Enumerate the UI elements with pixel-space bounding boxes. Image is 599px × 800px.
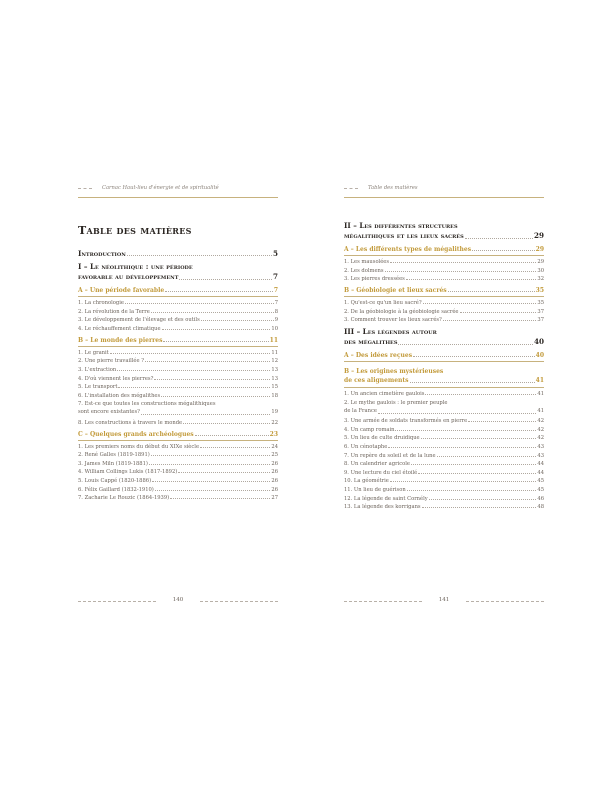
toc-page-number: 9 (274, 317, 278, 324)
toc-entry-label: 3. L'extraction (78, 366, 117, 373)
toc-entry-label: 1. Les premiers noms du début du XIXe siècle (78, 443, 200, 450)
toc-page-number: 15 (271, 384, 278, 391)
dot-leader (395, 430, 536, 431)
dot-leader (390, 262, 536, 263)
dot-leader (406, 279, 537, 280)
toc-entry-row (78, 409, 278, 417)
header-text: Table des matières (368, 185, 418, 191)
toc-entry-row (78, 461, 278, 467)
toc-page-number: 26 (271, 477, 278, 484)
toc-entry-row (78, 444, 278, 450)
toc-page-number: 8 (274, 308, 278, 315)
dot-leader (170, 498, 270, 499)
toc-entry (344, 478, 544, 484)
toc-entry (78, 300, 278, 306)
dot-leader (183, 423, 270, 424)
toc-entry-row (344, 496, 544, 502)
dot-leader (385, 271, 537, 272)
toc-entry-row (344, 287, 544, 294)
dot-leader (141, 414, 270, 415)
header-ornament (344, 188, 358, 189)
toc-entry-label: 3. James Miln (1819-1881) (78, 460, 148, 467)
toc-entry-row (78, 495, 278, 501)
toc-entry-label-line2: des mégalithes (344, 337, 398, 347)
toc-page-number: 35 (537, 300, 544, 307)
toc-entry (344, 300, 544, 306)
section-rule (344, 361, 544, 362)
toc-entry-label: Introduction (78, 249, 126, 258)
toc-entry-label: 3. Les pierres dressées (344, 276, 405, 283)
dot-leader (178, 472, 270, 473)
toc-entry (78, 376, 278, 382)
toc-entry (344, 435, 544, 441)
toc-entry-row (78, 393, 278, 399)
toc-entry-row (78, 478, 278, 484)
toc-entry (344, 444, 544, 450)
toc-entry-label: 4. Un camp romain (344, 426, 395, 433)
toc-page-number: 32 (537, 276, 544, 283)
toc-entry-row (344, 427, 544, 433)
toc-entry-row (344, 276, 544, 282)
toc-entry (344, 352, 544, 359)
toc-entry-label: 5. Un lieu de culte druidique (344, 435, 420, 442)
dot-leader (443, 320, 537, 321)
toc-entry-label: 4. Le réchauffement climatique (78, 325, 161, 332)
dot-leader (378, 413, 536, 414)
header-ornament (78, 188, 92, 189)
toc-entry-row (344, 268, 544, 274)
toc-entry-row (344, 408, 544, 416)
dot-leader (195, 435, 269, 436)
toc-entry-row (78, 287, 278, 294)
toc-page-number: 45 (537, 478, 544, 485)
toc-entry-row (78, 272, 278, 282)
toc-page-number: 37 (537, 308, 544, 315)
running-header (78, 185, 278, 199)
toc-entry (344, 391, 544, 397)
dot-leader (151, 312, 274, 313)
toc-entry (78, 262, 278, 282)
toc-entry-label: C – Quelques grands archéologues (78, 430, 194, 438)
dot-leader (423, 303, 537, 304)
toc-entry-label: 2. Les dolmens (344, 267, 384, 274)
toc-entry-row (344, 418, 544, 424)
toc-entry-label: 10. La géométrie (344, 478, 389, 485)
section-rule (344, 387, 544, 388)
toc-entry (344, 259, 544, 265)
toc-entry-row (344, 487, 544, 493)
toc-entry-row (344, 231, 544, 241)
toc-entry (78, 461, 278, 467)
dot-leader (154, 379, 270, 380)
toc-page-number: 11 (269, 336, 278, 344)
toc-entry-row (78, 469, 278, 475)
toc-entry-label-line2: sont encore existantes? (78, 409, 140, 416)
dot-leader (472, 250, 535, 251)
toc-entry-label: 8. Un calendrier agricole (344, 461, 410, 468)
footer-ornament (466, 601, 544, 602)
dot-leader (125, 303, 274, 304)
toc-page-number: 5 (272, 249, 278, 258)
toc-page-number: 12 (271, 358, 278, 365)
toc-entry (344, 461, 544, 467)
toc-entry-label: A – Une période favorable (78, 287, 165, 294)
toc-entry (78, 358, 278, 364)
toc-page-number: 42 (537, 426, 544, 433)
toc-entry-row (78, 384, 278, 390)
dot-leader (179, 279, 272, 280)
toc-entry (344, 309, 544, 315)
toc-page-number: 24 (271, 443, 278, 450)
toc-entry-row (344, 391, 544, 397)
toc-page-number: 26 (271, 486, 278, 493)
dot-leader (145, 361, 270, 362)
toc-page-number: 35 (535, 287, 544, 295)
header-rule (344, 197, 544, 198)
toc-entry-label: B – Géobiologie et lieux sacrés (344, 287, 447, 295)
toc-entry-label: 2. René Galles (1819-1891) (78, 452, 150, 459)
toc-entry-label: 1. La chronologie (78, 300, 124, 306)
footer-ornament (200, 601, 278, 602)
running-header (344, 185, 544, 199)
toc-entry (78, 487, 278, 493)
toc-entry (344, 327, 544, 347)
toc-entry-row (344, 461, 544, 467)
toc-page-number: 23 (269, 430, 278, 438)
toc-page-number: 37 (537, 317, 544, 324)
toc-entry-label: 4. William Collings Lukis (1817-1892) (78, 469, 178, 476)
toc-entry-row (344, 317, 544, 323)
toc-entry-label-line1: I – Le néolithique : une période (78, 262, 193, 271)
dot-leader (390, 481, 537, 482)
toc-entry (78, 452, 278, 458)
toc-entry-label: 7. Un repère du soleil et de la lune (344, 452, 436, 459)
dot-leader (152, 481, 270, 482)
left-footer (78, 597, 278, 607)
toc-entry-row (78, 367, 278, 373)
toc-entry-label-line1: III – Les légendes autour (344, 327, 437, 337)
dot-leader (162, 329, 271, 330)
header-rule (78, 197, 278, 198)
toc-entry-row (344, 470, 544, 476)
toc-page-number: 13 (271, 375, 278, 382)
toc-entry-label: 2. La révolution de la Terre (78, 308, 150, 315)
toc-entry (344, 418, 544, 424)
toc-entry-row (78, 358, 278, 364)
toc-page-number: 46 (537, 495, 544, 502)
toc-entry-label-line1: 2. Le mythe gaulois : le premier peuple (344, 399, 448, 406)
toc-entry-label-line1: 7. Est-ce que toutes les constructions mégalithiques (78, 401, 216, 408)
toc-entry-label: 3. Le développement de l'élevage et des outils (78, 317, 200, 324)
toc-entry-label: 2. De la géobiologie à la géobiologie sacrée (344, 308, 459, 315)
toc-page-number: 48 (537, 504, 544, 511)
toc-entry-label-line2: de ces alignements (344, 377, 409, 385)
toc-entry-row (78, 452, 278, 458)
toc-entry (344, 487, 544, 493)
toc-page-number: 7 (273, 287, 278, 294)
toc-entry-row (78, 309, 278, 315)
dot-leader (110, 353, 271, 354)
toc-entry-row (344, 444, 544, 450)
section-rule (344, 296, 544, 297)
toc-entry-row (344, 259, 544, 265)
toc-entry (344, 470, 544, 476)
toc-page-number: 18 (271, 392, 278, 399)
dot-leader (117, 370, 270, 371)
section-rule (78, 346, 278, 347)
toc-entry (344, 276, 544, 282)
toc-entry-label: 1. Le granit (78, 349, 109, 356)
toc-entry (344, 400, 544, 416)
toc-page-number: 26 (271, 460, 278, 467)
dot-leader (388, 447, 536, 448)
toc-entry-row (78, 326, 278, 332)
toc-entry-label: A – Des idées reçues (344, 352, 413, 360)
toc-entry-label: 1. Un ancien cimetière gaulois (344, 391, 425, 398)
toc-entry-row (344, 309, 544, 315)
dot-leader (437, 456, 537, 457)
toc-entry (78, 326, 278, 332)
toc-entry-row (78, 431, 278, 438)
dot-leader (163, 341, 268, 342)
toc-entry-label: 3. Comment trouver les lieux sacrés? (344, 317, 442, 324)
right-page (344, 185, 544, 513)
toc-entry-label: 12. La légende de saint Cornély (344, 495, 428, 502)
toc-page-number: 26 (271, 469, 278, 476)
dot-leader (127, 255, 272, 256)
toc-entry-label: 6. L'installation des mégalithes (78, 392, 161, 399)
dot-leader (407, 490, 537, 491)
dot-leader (155, 490, 271, 491)
toc-page-number: 19 (271, 409, 278, 416)
toc-entry (344, 367, 544, 385)
toc-page-number: 27 (271, 495, 278, 502)
page-number: 140 (172, 597, 184, 603)
toc-entry-label: 2. Une pierre travaillée ? (78, 358, 144, 365)
toc-page-number: 41 (537, 407, 544, 414)
toc-entry-label: 8. Les constructions à travers le monde (78, 419, 183, 426)
toc-page-number: 40 (535, 352, 544, 360)
dot-leader (425, 394, 536, 395)
toc-page-number: 7 (272, 272, 278, 281)
toc-entry-row (344, 478, 544, 484)
toc-page-number: 29 (533, 231, 544, 240)
toc-entry-label: 5. Louis Cappé (1820-1886) (78, 477, 152, 484)
toc-entry (78, 401, 278, 417)
toc-entry-label: 11. Un lieu de guérison (344, 486, 406, 493)
toc-entry-label: A – Les différents types de mégalithes (344, 246, 472, 253)
toc-page-number: 25 (271, 452, 278, 459)
toc-entry-label: 3. Une armée de soldats transformés en pierre (344, 418, 468, 425)
toc-page-number: 30 (537, 267, 544, 274)
toc-entry-row (344, 300, 544, 306)
toc-entry (78, 309, 278, 315)
toc-list (344, 221, 544, 510)
toc-entry-label-line2: favorable au développement (78, 272, 179, 281)
toc-page-number: 7 (274, 300, 278, 306)
dot-leader (448, 291, 535, 292)
toc-entry-label-line2: mégalithiques et les lieux sacrés (344, 231, 464, 240)
toc-entry (78, 337, 278, 344)
toc-page-number: 44 (537, 469, 544, 476)
toc-entry (78, 367, 278, 373)
toc-entry (344, 246, 544, 253)
toc-page-number: 42 (537, 418, 544, 425)
toc-entry-label: 13. La légende des korrigans (344, 504, 421, 511)
dot-leader (151, 455, 271, 456)
toc-entry-row (344, 246, 544, 253)
right-footer (344, 597, 544, 607)
toc-page-number: 43 (537, 443, 544, 450)
toc-entry (78, 444, 278, 450)
toc-entry (78, 420, 278, 426)
toc-entry-row (344, 435, 544, 441)
dot-leader (421, 438, 537, 439)
toc-entry-row (344, 352, 544, 359)
toc-entry-label-line1: B – Les origines mystérieuses (344, 368, 444, 376)
toc-entry (78, 431, 278, 438)
toc-entry-label: 9. Une lecture du ciel étoilé (344, 469, 418, 476)
toc-entry (344, 453, 544, 459)
toc-entry-label: 4. D'où viennent les pierres? (78, 375, 154, 382)
page-title: Table des matières (78, 224, 192, 237)
toc-entry-row (78, 337, 278, 344)
left-page (78, 185, 278, 504)
toc-entry-row (78, 487, 278, 493)
toc-entry (344, 268, 544, 274)
toc-entry (344, 496, 544, 502)
toc-entry-row (78, 249, 278, 258)
section-rule (78, 440, 278, 441)
section-rule (78, 296, 278, 297)
toc-page-number: 42 (537, 435, 544, 442)
toc-page-number: 40 (533, 337, 544, 347)
toc-entry (78, 384, 278, 390)
toc-entry-row (78, 376, 278, 382)
toc-entry (344, 287, 544, 294)
toc-page-number: 11 (271, 349, 278, 356)
toc-list (78, 249, 278, 501)
toc-entry (78, 249, 278, 258)
toc-entry-row (344, 337, 544, 347)
toc-entry-label: 1. Les mausolées (344, 259, 390, 265)
toc-page-number: 10 (271, 325, 278, 332)
dot-leader (118, 387, 270, 388)
toc-entry-label-line2: de la France (344, 407, 377, 414)
header-text: Carnac Haut-lieu d'énergie et de spiritualité (102, 185, 219, 191)
dot-leader (410, 382, 535, 383)
toc-entry (344, 221, 544, 241)
dot-leader (418, 473, 536, 474)
toc-page-number: 43 (537, 452, 544, 459)
toc-entry-label: 7. Zacharie Le Rouzic (1864-1939) (78, 495, 170, 502)
toc-entry-row (78, 317, 278, 323)
toc-entry-row (344, 504, 544, 510)
toc-entry-row (344, 376, 544, 385)
toc-entry-label-line1: II – Les différentes structures (344, 221, 458, 230)
dot-leader (460, 312, 537, 313)
toc-page-number: 41 (535, 377, 544, 385)
dot-leader (413, 356, 535, 357)
toc-page-number: 44 (537, 461, 544, 468)
toc-entry (78, 393, 278, 399)
toc-page-number: 22 (271, 419, 278, 426)
toc-entry (78, 469, 278, 475)
toc-entry (344, 504, 544, 510)
toc-entry (78, 478, 278, 484)
dot-leader (422, 507, 537, 508)
toc-entry-row (78, 350, 278, 356)
dot-leader (149, 464, 270, 465)
dot-leader (411, 464, 536, 465)
toc-entry-row (78, 420, 278, 426)
toc-entry (344, 427, 544, 433)
dot-leader (200, 447, 270, 448)
toc-entry (78, 350, 278, 356)
toc-entry (78, 287, 278, 294)
toc-entry-row (78, 300, 278, 306)
page-number: 141 (438, 597, 450, 603)
dot-leader (465, 238, 533, 239)
toc-entry-label: 6. Un cénotaphe (344, 443, 388, 450)
toc-entry (78, 495, 278, 501)
dot-leader (165, 291, 273, 292)
toc-page-number: 45 (537, 486, 544, 493)
dot-leader (161, 396, 270, 397)
toc-page-number: 13 (271, 366, 278, 373)
dot-leader (468, 421, 536, 422)
toc-entry (344, 317, 544, 323)
toc-entry-label: 1. Qu'est-ce qu'un lieu sacré? (344, 300, 422, 307)
dot-leader (429, 499, 537, 500)
toc-entry-row (344, 453, 544, 459)
toc-page-number: 41 (537, 391, 544, 398)
toc-entry-label: 5. Le transport (78, 384, 118, 391)
toc-entry (78, 317, 278, 323)
dot-leader (398, 344, 533, 345)
dot-leader (201, 320, 274, 321)
toc-page-number: 29 (535, 246, 544, 253)
section-rule (344, 255, 544, 256)
toc-entry-label: B – Le monde des pierres (78, 336, 163, 344)
toc-entry-label: 6. Félix Gaillard (1832-1910) (78, 486, 154, 493)
toc-page-number: 29 (537, 259, 544, 265)
